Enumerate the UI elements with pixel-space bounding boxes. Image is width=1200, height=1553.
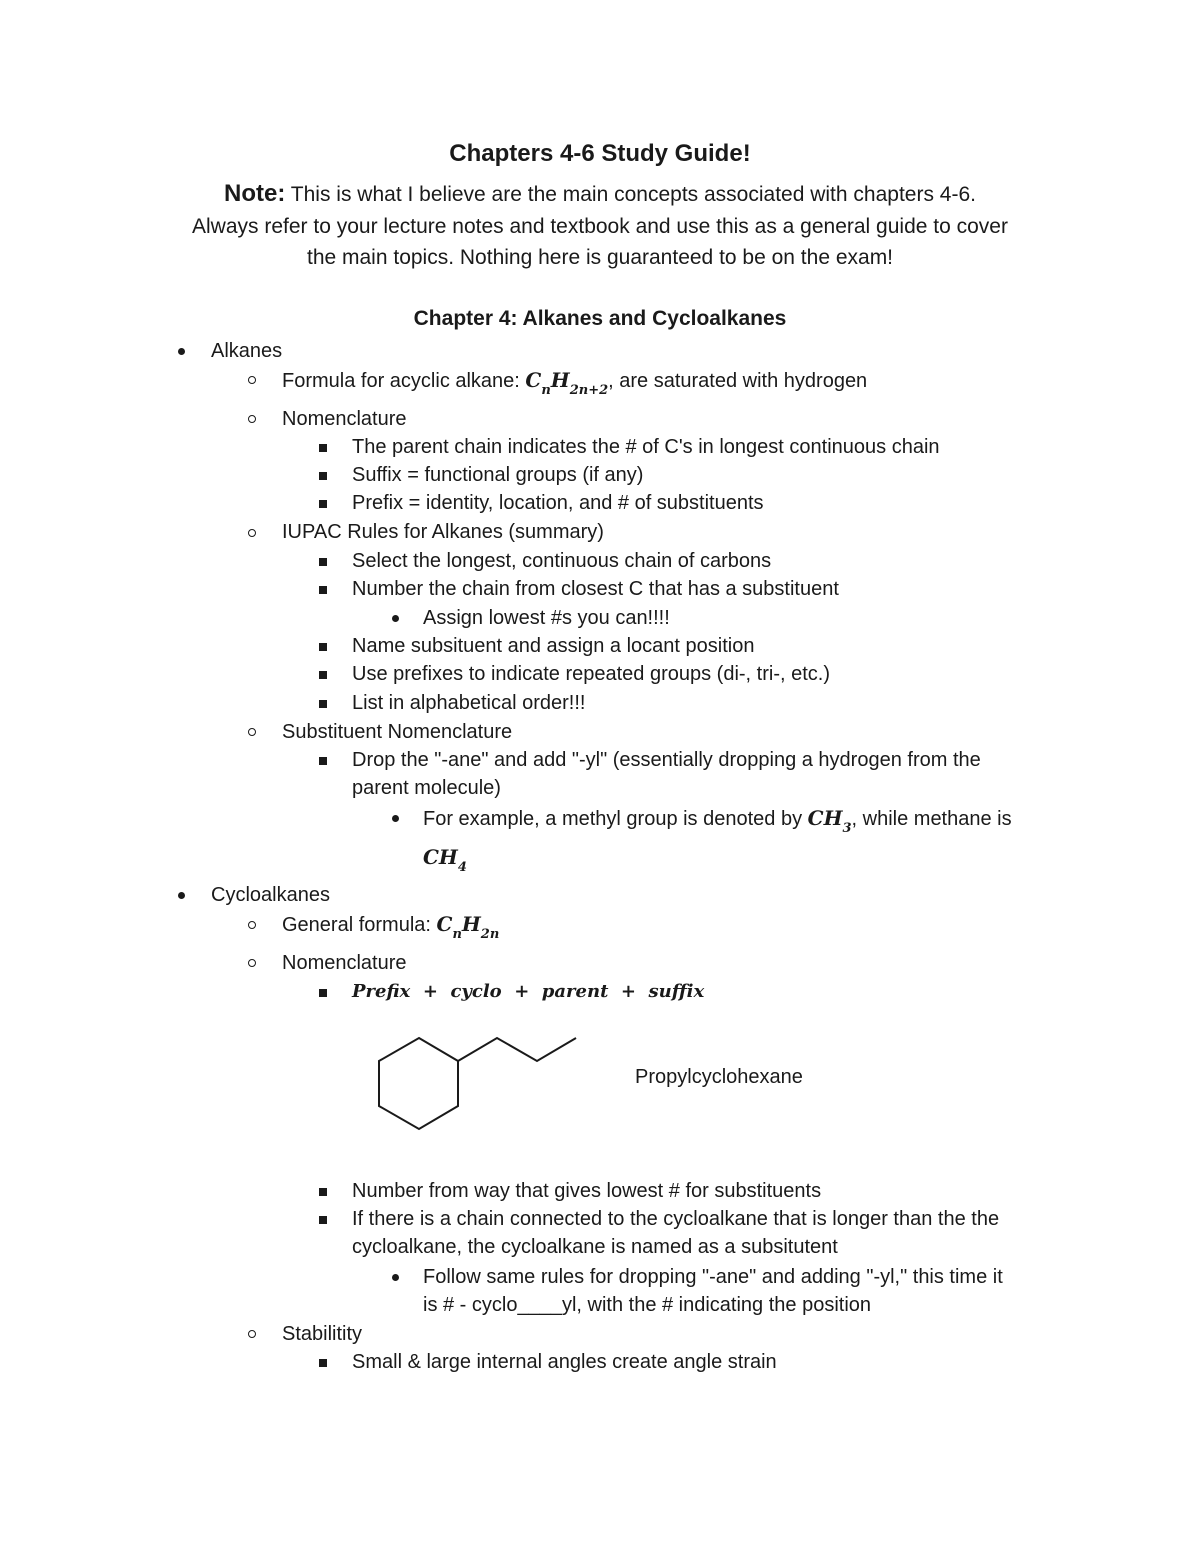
bullet-icon [319, 472, 327, 480]
bullet-icon [319, 989, 327, 997]
list-item-iupac-3: Name subsituent and assign a locant position [352, 635, 755, 657]
list-item-cycloalkanes: Cycloalkanes [211, 884, 330, 906]
list-item-general-formula [282, 911, 499, 941]
list-item-formula [282, 367, 867, 397]
formula-n: n [541, 383, 551, 398]
methyl-ch: CH [807, 806, 843, 830]
bullet-icon [248, 1330, 256, 1338]
bullet-icon [248, 728, 256, 736]
cyclohexane-ring [379, 1038, 458, 1129]
list-item-iupac-4: Use prefixes to indicate repeated groups (di-, tri-, etc.) [352, 663, 830, 685]
formula-suffix: , are saturated with hydrogen [608, 370, 868, 392]
general-2n: 2n [480, 927, 500, 942]
bullet-icon [248, 959, 256, 967]
example-text-2: , while methane is [851, 808, 1012, 830]
bullet-icon [319, 558, 327, 566]
list-item-subnom-1: Drop the "-ane" and add "-yl" (essentially dropping a hydrogen from the [352, 749, 981, 771]
formula-h: H [550, 368, 570, 392]
list-item-substituent-nomenclature: Substituent Nomenclature [282, 721, 513, 743]
bullet-icon [319, 671, 327, 679]
list-item-cnom-3: If there is a chain connected to the cycloalkane that is longer than the the [352, 1208, 1000, 1230]
formula-label: Formula for acyclic alkane: [282, 370, 526, 392]
list-item-iupac: IUPAC Rules for Alkanes (summary) [282, 521, 604, 543]
list-item-iupac-2a: Assign lowest #s you can!!!! [423, 607, 670, 629]
bullet-icon [319, 500, 327, 508]
bullet-icon [248, 415, 256, 423]
page-title: Chapters 4-6 Study Guide! [449, 140, 751, 167]
list-item-nomenclature: Nomenclature [282, 408, 407, 430]
bullet-icon [319, 757, 327, 765]
list-item-cnom-2: Number from way that gives lowest # for substituents [352, 1180, 822, 1202]
general-h: H [461, 912, 481, 936]
molecule-label: Propylcyclohexane [635, 1066, 803, 1088]
list-item-subnom-1-cont: parent molecule) [352, 777, 501, 799]
bullet-icon [392, 615, 399, 622]
note-text-1: This is what I believe are the main concepts associated with chapters 4-6. [285, 183, 976, 206]
note-line-1 [0, 180, 1200, 208]
bullet-icon [319, 586, 327, 594]
formula-c: C [525, 368, 542, 392]
chapter-heading: Chapter 4: Alkanes and Cycloalkanes [413, 307, 787, 330]
list-item-iupac-2: Number the chain from closest C that has a substituent [352, 578, 839, 600]
list-item-nom-1: The parent chain indicates the # of C's in longest continuous chain [352, 436, 940, 458]
list-item-example [423, 805, 1012, 835]
methane-ch: CH [423, 845, 458, 869]
bullet-icon [392, 815, 399, 822]
methane-formula [423, 844, 467, 874]
nomenclature-formula: Prefix + cyclo + parent + suffix [352, 981, 705, 1002]
propyl-chain [458, 1038, 576, 1061]
general-n: n [452, 927, 462, 942]
note-line-2: Always refer to your lecture notes and textbook and use this as a general guide to cover [192, 215, 1008, 238]
bullet-icon [248, 529, 256, 537]
list-item-stability: Stabilitity [282, 1323, 363, 1345]
list-item-cnom-3c-cont: is # - cyclo____yl, with the # indicating the position [423, 1294, 872, 1316]
bullet-icon [319, 444, 327, 452]
bullet-icon [319, 643, 327, 651]
bullet-icon [248, 921, 256, 929]
bullet-icon [392, 1274, 399, 1281]
bullet-icon [319, 1188, 327, 1196]
general-c: C [436, 912, 453, 936]
list-item-alkanes: Alkanes [211, 340, 283, 362]
bullet-icon [248, 376, 256, 384]
list-item-nom-2: Suffix = functional groups (if any) [352, 464, 644, 486]
list-item-iupac-1: Select the longest, continuous chain of carbons [352, 550, 772, 572]
bullet-icon [319, 700, 327, 708]
list-item-stability-1: Small & large internal angles create angle strain [352, 1351, 777, 1373]
list-item-cyclo-nomenclature: Nomenclature [282, 952, 407, 974]
methane-4: 4 [457, 860, 467, 875]
bullet-icon [319, 1216, 327, 1224]
bullet-icon [178, 892, 185, 899]
list-item-nom-3: Prefix = identity, location, and # of substituents [352, 492, 764, 514]
example-text: For example, a methyl group is denoted by [423, 808, 808, 830]
formula-2n2: 2n+2 [569, 383, 609, 398]
methyl-3: 3 [842, 821, 852, 836]
list-item-iupac-5: List in alphabetical order!!! [352, 692, 586, 714]
list-item-cnom-3c: Follow same rules for dropping "-ane" and adding "-yl," this time it [423, 1266, 1003, 1288]
bullet-icon [319, 1359, 327, 1367]
bullet-icon [178, 348, 185, 355]
note-line-3: the main topics. Nothing here is guaranteed to be on the exam! [306, 246, 894, 269]
note-label: Note: [224, 180, 286, 207]
general-label: General formula: [282, 914, 437, 936]
list-item-cnom-3-cont: cycloalkane, the cycloalkane is named as a subsitutent [352, 1236, 838, 1258]
propylcyclohexane-structure [370, 1030, 585, 1135]
